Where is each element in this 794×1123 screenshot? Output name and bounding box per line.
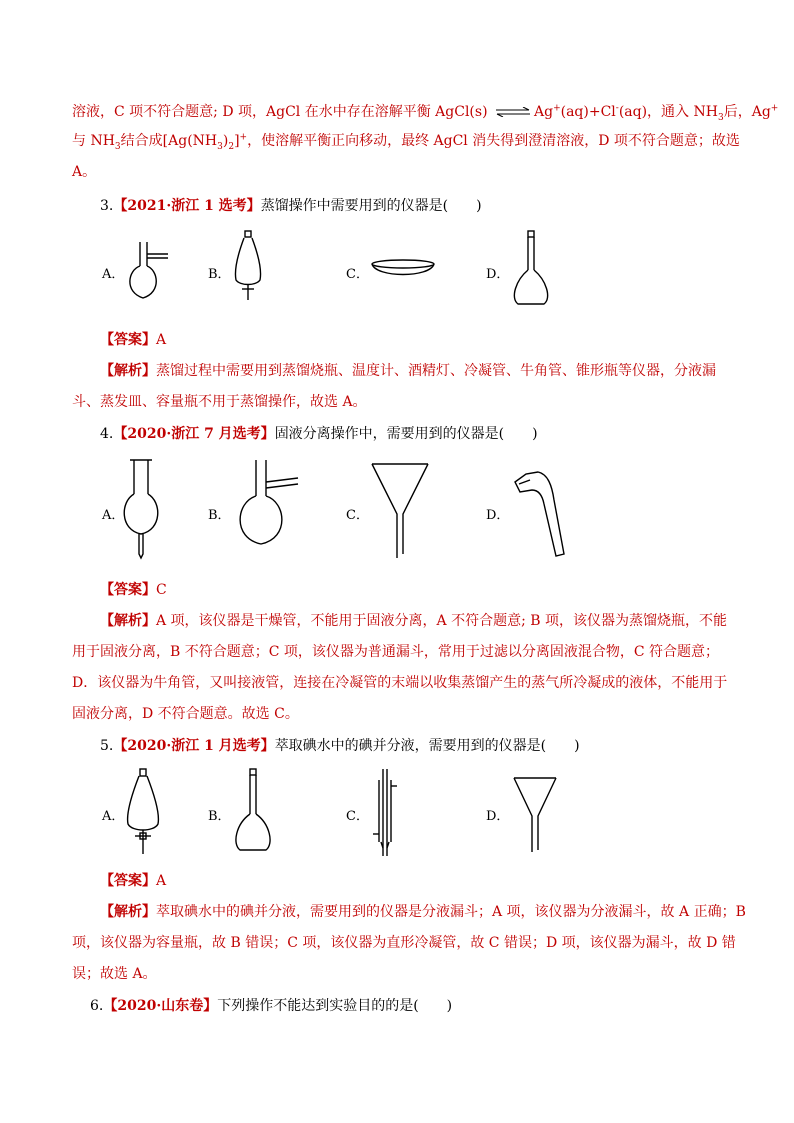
drying-tube-icon [122, 458, 162, 560]
q5-explanation-line-3: 误；故选 A。 [72, 966, 157, 982]
funnel-icon [370, 462, 430, 560]
distillation-flask-icon [234, 458, 302, 548]
intro-line-1: 溶液，C 项不符合题意; D 项，AgCl 在水中存在溶解平衡 AgCl(s) Ag+(aq)+Cl-(aq)，通入 $NH_3$后，Ag+ [72, 103, 779, 123]
volumetric-flask-icon [512, 230, 552, 308]
adapter-tube-icon [512, 470, 566, 558]
q4-explanation-line-3: D．该仪器为牛角管，又叫接液管，连接在冷凝管的末端以收集蒸馏产生的蒸气所冷凝成的液体，不能用于 [72, 675, 728, 691]
q4-option-a: A． [102, 508, 125, 523]
straight-condenser-icon [370, 768, 400, 858]
question-5-stem: 5.【2020·浙江 1 月选考】萃取碘水中的碘并分液，需要用到的仪器是( ) [100, 738, 580, 754]
q5-answer: 【答案】A [100, 873, 167, 889]
separatory-funnel-icon [230, 230, 270, 302]
q3-answer: 【答案】A [100, 332, 167, 348]
intro-line-3: A。 [72, 164, 97, 180]
q3-option-c: C． [346, 267, 369, 282]
q3-option-a: A． [102, 267, 125, 282]
q4-explanation-line-2: 用于固液分离，B 不符合题意；C 项，该仪器为普通漏斗，常用于过滤以分离固液混合物，C 符合题意； [72, 644, 720, 660]
q5-option-d: D． [486, 809, 510, 824]
funnel-icon [512, 776, 558, 854]
q3-option-b: B． [208, 267, 231, 282]
equilibrium-arrows-icon [496, 107, 530, 117]
q4-option-c: C． [346, 508, 369, 523]
q3-option-d: D． [486, 267, 510, 282]
question-4-stem: 4.【2020·浙江 7 月选考】固液分离操作中，需要用到的仪器是( ) [100, 426, 538, 442]
q5-option-a: A． [102, 809, 125, 824]
q5-option-c: C． [346, 809, 369, 824]
evaporating-dish-icon [370, 258, 436, 282]
question-3-stem: 3.【2021·浙江 1 选考】蒸馏操作中需要用到的仪器是( ) [100, 198, 482, 214]
volumetric-flask-icon [234, 768, 274, 854]
q4-answer: 【答案】C [100, 582, 167, 598]
q3-explanation-line-2: 斗、蒸发皿、容量瓶不用于蒸馏操作，故选 A。 [72, 394, 367, 410]
question-6-stem: 6.【2020·山东卷】下列操作不能达到实验目的的是( ) [90, 998, 453, 1014]
separatory-funnel-icon [124, 768, 166, 858]
distillation-flask-icon [126, 240, 174, 302]
q5-explanation-line-1: 【解析】萃取碘水中的碘并分液，需要用到的仪器是分液漏斗；A 项，该仪器为分液漏斗，故 A 正确；B [100, 904, 746, 920]
q4-option-d: D． [486, 508, 510, 523]
q5-option-b: B． [208, 809, 231, 824]
q5-explanation-line-2: 项，该仪器为容量瓶，故 B 错误；C 项，该仪器为直形冷凝管，故 C 错误；D 项，该仪器为漏斗，故 D 错 [72, 935, 736, 951]
q4-explanation-line-4: 固液分离，D 不符合题意。故选 C。 [72, 706, 299, 722]
q4-option-b: B． [208, 508, 231, 523]
q3-explanation-line-1: 【解析】蒸馏过程中需要用到蒸馏烧瓶、温度计、酒精灯、冷凝管、牛角管、锥形瓶等仪器，分液漏 [100, 363, 716, 379]
intro-line-2: 与 $NH_3$结合成$[Ag(NH_3)_2]^+$，使溶解平衡正向移动，最终 AgCl 消失得到澄清溶液，D 项不符合题意；故选 [72, 132, 740, 152]
q4-explanation-line-1: 【解析】A 项，该仪器是干燥管，不能用于固液分离，A 不符合题意; B 项，该仪器为蒸馏烧瓶，不能 [100, 613, 728, 629]
